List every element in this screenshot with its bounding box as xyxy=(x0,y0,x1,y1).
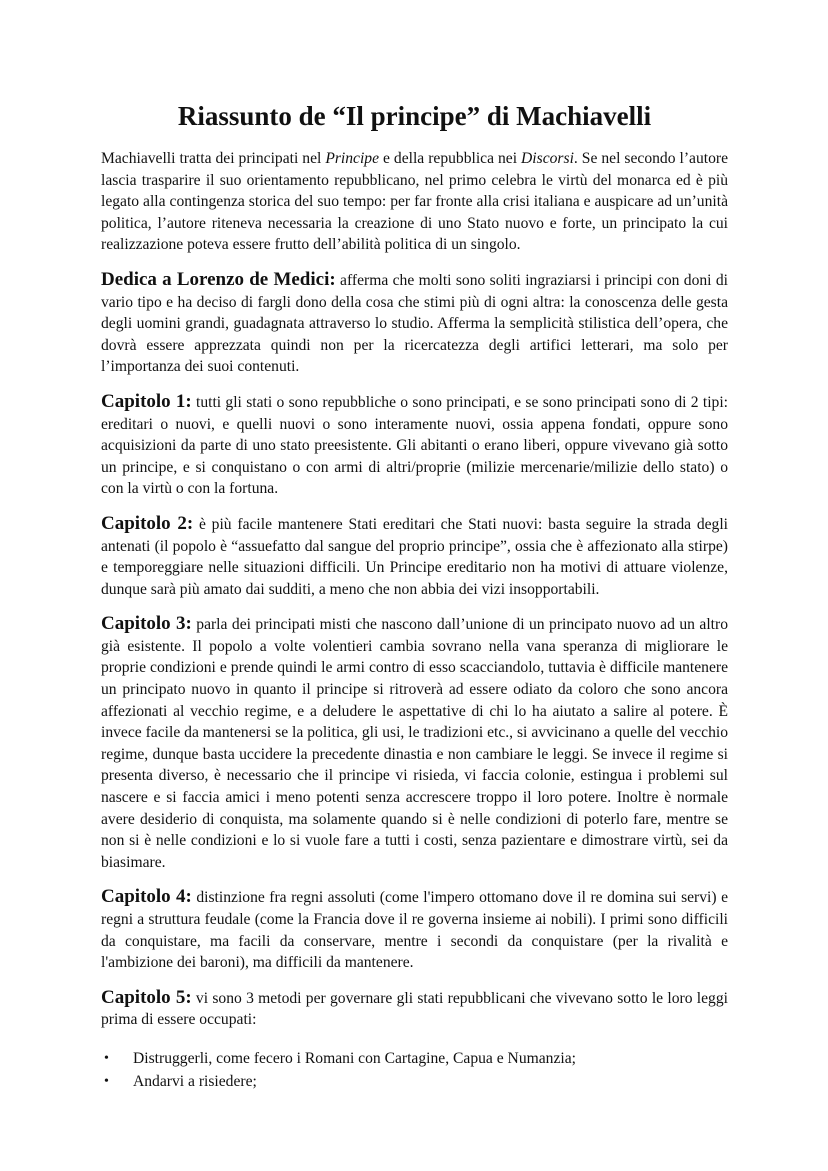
section-heading: Capitolo 5: xyxy=(101,986,192,1008)
list-item xyxy=(104,1047,728,1070)
bullet-icon: • xyxy=(104,1073,109,1089)
section-heading: Capitolo 4: xyxy=(101,886,192,908)
list-item-text: Distruggerli, come fecero i Romani con Cartagine, Capua e Numanzia; xyxy=(133,1049,576,1067)
section-text: vi sono 3 metodi per governare gli stati repubblicani che vivevano sotto le loro leggi prima di essere occupati: xyxy=(101,989,728,1029)
section-heading: Capitolo 1: xyxy=(101,390,192,412)
intro-text: . Se nel secondo l’autore lascia trasparire il suo orientamento repubblicano, nel primo celebra le virtù del monarca ed è più legato alla contingenza storica del suo tempo: per far fronte alla crisi italiana e auspicare ad un’unità politica, l’autore riteneva necessaria la creazione di uno Stato nuovo e forte, un principato la cui realizzazione poteva essere frutto dell’abilità politica di un singolo. xyxy=(101,150,728,254)
intro-italic-principe: Principe xyxy=(325,150,380,167)
section-heading: Dedica a Lorenzo de Medici: xyxy=(101,268,336,290)
section-heading: Capitolo 2: xyxy=(101,512,194,534)
document-title: Riassunto de “Il principe” di Machiavelli xyxy=(177,101,652,131)
bullet-icon: • xyxy=(104,1050,109,1066)
section-capitolo-2 xyxy=(101,513,728,600)
section-capitolo-4 xyxy=(101,886,728,973)
document-page xyxy=(101,98,728,1093)
section-text: è più facile mantenere Stati ereditari che Stati nuovi: basta seguire la strada degli antenati (il popolo è “assuefatto dal sangue del proprio principe”, ossia che è affezionato alla stirpe) e temporeggiare nelle situazioni difficili. Un Principe ereditario non ha motivi di attuare violenze, dunque sarà più amato dai sudditi, a meno che non abbia dei vizi insopportabili. xyxy=(101,515,729,598)
intro-text: Machiavelli tratta dei principati nel xyxy=(101,150,326,167)
section-text: afferma che molti sono soliti ingraziarsi i principi con doni di vario tipo e ha deciso di fargli dono della cosa che stimi più di ogni altra: la conoscenza delle gesta degli uomini grandi, guadagnata attraverso lo studio. Afferma la semplicità stilistica dell’opera, che dovrà essere apprezzata quindi non per la ricercatezza degli artifici letterari, ma solo per l’importanza dei suoi contenuti. xyxy=(101,271,728,376)
section-capitolo-3 xyxy=(101,613,728,873)
section-capitolo-1 xyxy=(101,391,728,500)
section-capitolo-5 xyxy=(101,987,728,1031)
section-dedica xyxy=(101,269,728,378)
list-item xyxy=(104,1070,728,1093)
section-heading: Capitolo 3: xyxy=(101,613,192,635)
list-item-text: Andarvi a risiedere; xyxy=(133,1072,257,1090)
bullet-list xyxy=(101,1047,728,1093)
intro-italic-discorsi: Discorsi xyxy=(521,150,574,167)
intro-paragraph xyxy=(101,148,728,256)
section-text: distinzione fra regni assoluti (come l'impero ottomano dove il re domina sui servi) e regni a struttura feudale (come la Francia dove il re governa insieme ai nobili). I primi sono difficili da conquistare, ma facili da conservare, mentre i secondi da conquistare (per la rivalità e l'ambizione dei baroni), ma difficili da mantenere. xyxy=(101,889,728,972)
section-text: tutti gli stati o sono repubbliche o sono principati, e se sono principati sono di 2 tipi: ereditari o nuovi, e quelli nuovi o sono interamente nuovi, ossia appena fondati, oppure sono acquisizioni da parte di uno stato preesistente. Gli abitanti o erano liberi, oppure vivevano già sotto un principe, e si conquistano o con armi di altri/proprie (milizie mercenarie/milizie dello stato) o con la virtù o con la fortuna. xyxy=(101,393,728,498)
section-text: parla dei principati misti che nascono dall’unione di un principato nuovo ad un altro già esistente. Il popolo a volte volentieri cambia sovrano nella vana speranza di migliorare le proprie condizioni e prende quindi le armi contro di esso scacciandolo, tuttavia è difficile mantenere un principato nuovo in quanto il principe si ritroverà ad essere odiato da coloro che sono ancora affezionati al vecchio regime, e a deludere le aspettative di chi lo ha aiutato a salire al potere. È invece facile da mantenersi se la politica, gli usi, le tradizioni etc., si avvicinano a quelle del vecchio regime, dunque basta uccidere la precedente dinastia e non cambiare le leggi. Se invece il regime si presenta diverso, è necessario che il principe vi risieda, vi faccia colonie, estingua i problemi sul nascere e si faccia amici i meno potenti senza accrescere troppo il loro potere. Inoltre è normale avere desiderio di conquista, ma solamente quando si è nelle condizioni di poterlo fare, mentre se non si è nelle condizioni e lo si vuole fare a tutti i costi, senza pazientare e dimostrare virtù, sei da biasimare. xyxy=(101,616,728,871)
intro-text: e della repubblica nei xyxy=(379,150,522,167)
